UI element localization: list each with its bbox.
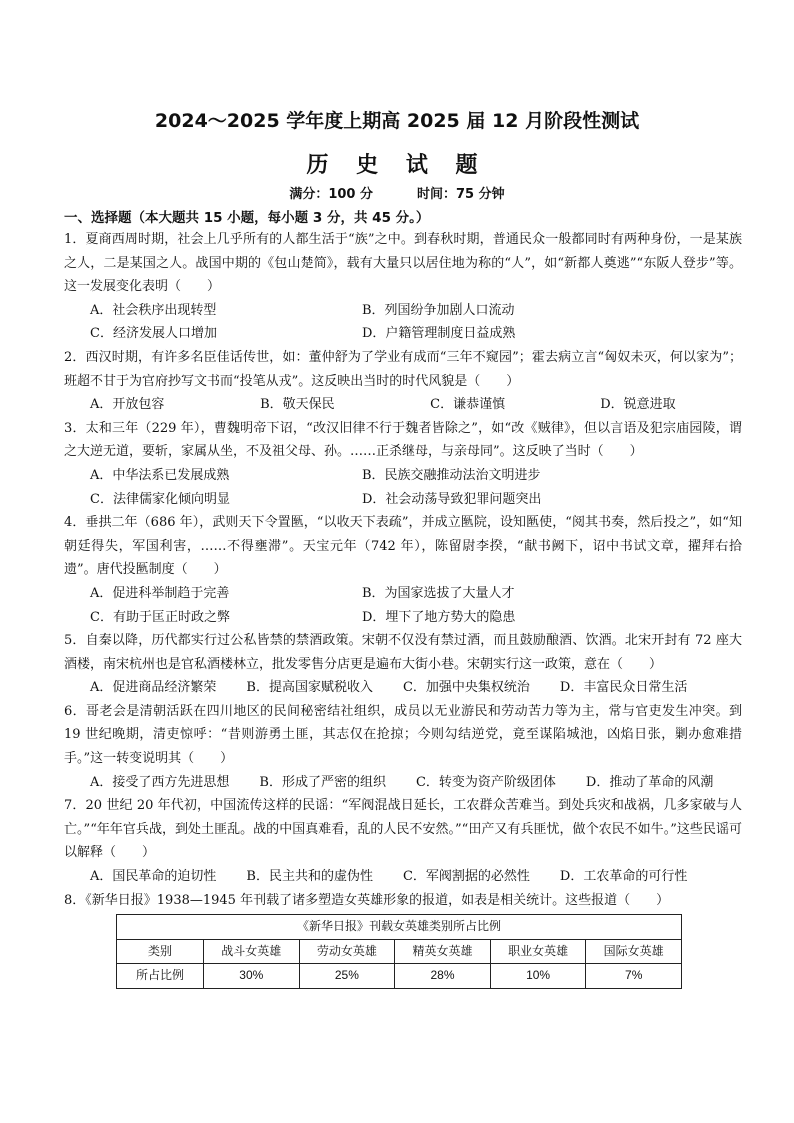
question-4-options bbox=[64, 582, 742, 606]
question-6-option-d: D．推动了革命的风潮 bbox=[585, 774, 714, 790]
table-value-4: 10% bbox=[490, 964, 586, 989]
question-4-option-a: A．促进科举制趋于完善 bbox=[90, 585, 230, 601]
table-category-5: 国际女英雄 bbox=[586, 939, 682, 964]
table-category-1: 战斗女英雄 bbox=[204, 939, 300, 964]
question-6-option-b: B．形成了严密的组织 bbox=[259, 774, 386, 790]
question-1-options-2 bbox=[64, 322, 742, 346]
heroine-statistics-table bbox=[116, 914, 682, 989]
table-header-row bbox=[117, 939, 682, 964]
question-6-options bbox=[64, 771, 742, 795]
table-row-header-ratio: 所占比例 bbox=[117, 964, 204, 989]
question-1-option-a: A．社会秩序出现转型 bbox=[90, 302, 217, 318]
question-6-option-a: A．接受了西方先进思想 bbox=[90, 774, 230, 790]
table-value-5: 7% bbox=[586, 964, 682, 989]
table-value-3: 28% bbox=[395, 964, 491, 989]
question-3-options-2 bbox=[64, 488, 742, 512]
exam-title: 2024～2025 学年度上期高 2025 届 12 月阶段性测试 bbox=[154, 110, 640, 132]
question-5-stem: 5．自秦以降，历代都实行过公私皆禁的禁酒政策。宋朝不仅没有禁过酒，而且鼓励酿酒、饮酒。北宋开封有 72 座大酒楼，南宋杭州也是官私酒楼林立，批发零售分店更是遍布大街小巷。宋朝实行这一政策，意在（ ） bbox=[64, 633, 742, 672]
statistics-table-wrapper bbox=[116, 914, 682, 989]
question-2-stem: 2．西汉时期，有许多名臣佳话传世，如：董仲舒为了学业有成而“三年不窥园”；霍去病立言“匈奴未灭，何以家为”；班超不甘于为官府抄写文书而“投笔从戎”。这反映出当时的时代风貌是（ ） bbox=[64, 349, 742, 389]
question-7-options bbox=[64, 865, 742, 889]
question-3-option-a: A．中华法系已发展成熟 bbox=[90, 467, 230, 483]
question-5-option-d: D．丰富民众日常生活 bbox=[559, 680, 688, 696]
question-4-option-b: B．为国家选拔了大量人才 bbox=[362, 585, 515, 601]
question-3-option-d: D．社会动荡导致犯罪问题突出 bbox=[362, 491, 542, 507]
table-row-header-category: 类别 bbox=[117, 939, 204, 964]
question-3-option-c: C．法律儒家化倾向明显 bbox=[90, 491, 230, 507]
question-7-option-c: C．军阀割据的必然性 bbox=[402, 869, 530, 885]
question-5-options bbox=[64, 676, 742, 700]
question-1-stem: 1．夏商西周时期，社会上几乎所有的人都生活于“族”之中。到春秋时期，普通民众一般都同时有两种身份，一是某族之人，二是某国之人。战国中期的《包山楚简》，载有大量只以居住地为称的“人”，如“新都人奠逃”“东阪人登步”等。这一发展变化表明（ ） bbox=[64, 232, 742, 295]
question-1-options bbox=[64, 299, 742, 323]
table-value-1: 30% bbox=[204, 964, 300, 989]
table-category-2: 劳动女英雄 bbox=[299, 939, 395, 964]
table-value-2: 25% bbox=[299, 964, 395, 989]
question-3-stem: 3．太和三年（229 年），曹魏明帝下诏，“改汉旧律不行于魏者皆除之”，如“改《贼律》，但以言语及犯宗庙园陵，谓之大逆无道，要斩，家属从坐，不及祖父母、孙。……正杀继母，与亲母同”。这反映了当时（ ） bbox=[64, 420, 742, 460]
question-3-option-b: B．民族交融推动法治文明进步 bbox=[362, 467, 541, 483]
question-2-option-c: C．谦恭谨慎 bbox=[430, 397, 506, 413]
question-2-option-d: D．锐意进取 bbox=[600, 397, 676, 413]
table-category-4: 职业女英雄 bbox=[490, 939, 586, 964]
question-list bbox=[64, 228, 742, 989]
question-5-option-b: B．提高国家赋税收入 bbox=[246, 680, 373, 696]
table-caption: 《新华日报》刊载女英雄类别所占比例 bbox=[117, 915, 682, 940]
exam-meta bbox=[0, 183, 794, 202]
question-2-options bbox=[64, 393, 742, 417]
question-3-options bbox=[64, 464, 742, 488]
time-limit: 时间：75 分钟 bbox=[417, 187, 505, 202]
question-2-option-b: B．敬天保民 bbox=[260, 397, 335, 413]
question-7-option-a: A．国民革命的迫切性 bbox=[90, 869, 217, 885]
question-7-option-d: D．工农革命的可行性 bbox=[559, 869, 688, 885]
question-2-option-a: A．开放包容 bbox=[90, 397, 165, 413]
question-6-stem: 6．哥老会是清朝活跃在四川地区的民间秘密结社组织，成员以无业游民和劳动苦力等为主，常与官吏发生冲突。到 19 世纪晚期，清吏惊呼：“昔则游勇土匪，其志仅在抢掠；今则勾结逆党，竟至谋陷城池，凶焰日张，剿办愈难措手。”这一转变说明其（ ） bbox=[64, 703, 742, 767]
question-5-option-a: A．促进商品经济繁荣 bbox=[90, 680, 217, 696]
table-caption-row bbox=[117, 915, 682, 940]
question-5-option-c: C．加强中央集权统治 bbox=[402, 680, 530, 696]
question-1-option-c: C．经济发展人口增加 bbox=[90, 326, 217, 342]
question-4-options-2 bbox=[64, 606, 742, 630]
question-4-stem: 4．垂拱二年（686 年），武则天下令置匦，“以收天下表疏”，并成立匦院，设知匦使，“阅其书奏，然后投之”，如“知朝廷得失，军国利害，……不得壅滞”。天宝元年（742 年），陈留尉李揆，“献书阙下，诏中书试文章，擢拜右拾遗”。唐代投匦制度（ ） bbox=[64, 515, 742, 578]
question-6-option-c: C．转变为资产阶级团体 bbox=[415, 774, 556, 790]
question-7-stem: 7．20 世纪 20 年代初，中国流传这样的民谣：“军阀混战日延长，工农群众苦难当。到处兵灾和战祸，几多家破与人亡。”“年年官兵战，到处土匪乱。战的中国真难看，乱的人民不安然。”“田产又有兵匪忧，做个农民不如牛。”这些民谣可以解释（ ） bbox=[64, 798, 742, 861]
question-7-option-b: B．民主共和的虚伪性 bbox=[246, 869, 373, 885]
question-1-option-b: B．列国纷争加剧人口流动 bbox=[362, 302, 515, 318]
table-value-row bbox=[117, 964, 682, 989]
question-1-option-d: D．户籍管理制度日益成熟 bbox=[362, 326, 516, 342]
section-title: 一、选择题（本大题共 15 小题，每小题 3 分，共 45 分。） bbox=[64, 210, 430, 226]
table-category-3: 精英女英雄 bbox=[395, 939, 491, 964]
question-8-stem: 8．《新华日报》1938—1945 年刊载了诸多塑造女英雄形象的报道，如表是相关统计。这些报道（ ） bbox=[64, 892, 670, 908]
subject-title: 历 史 试 题 bbox=[306, 153, 488, 178]
question-4-option-d: D．埋下了地方势大的隐患 bbox=[362, 609, 516, 625]
full-score: 满分：100 分 bbox=[289, 187, 374, 202]
question-4-option-c: C．有助于匡正时政之弊 bbox=[90, 609, 230, 625]
